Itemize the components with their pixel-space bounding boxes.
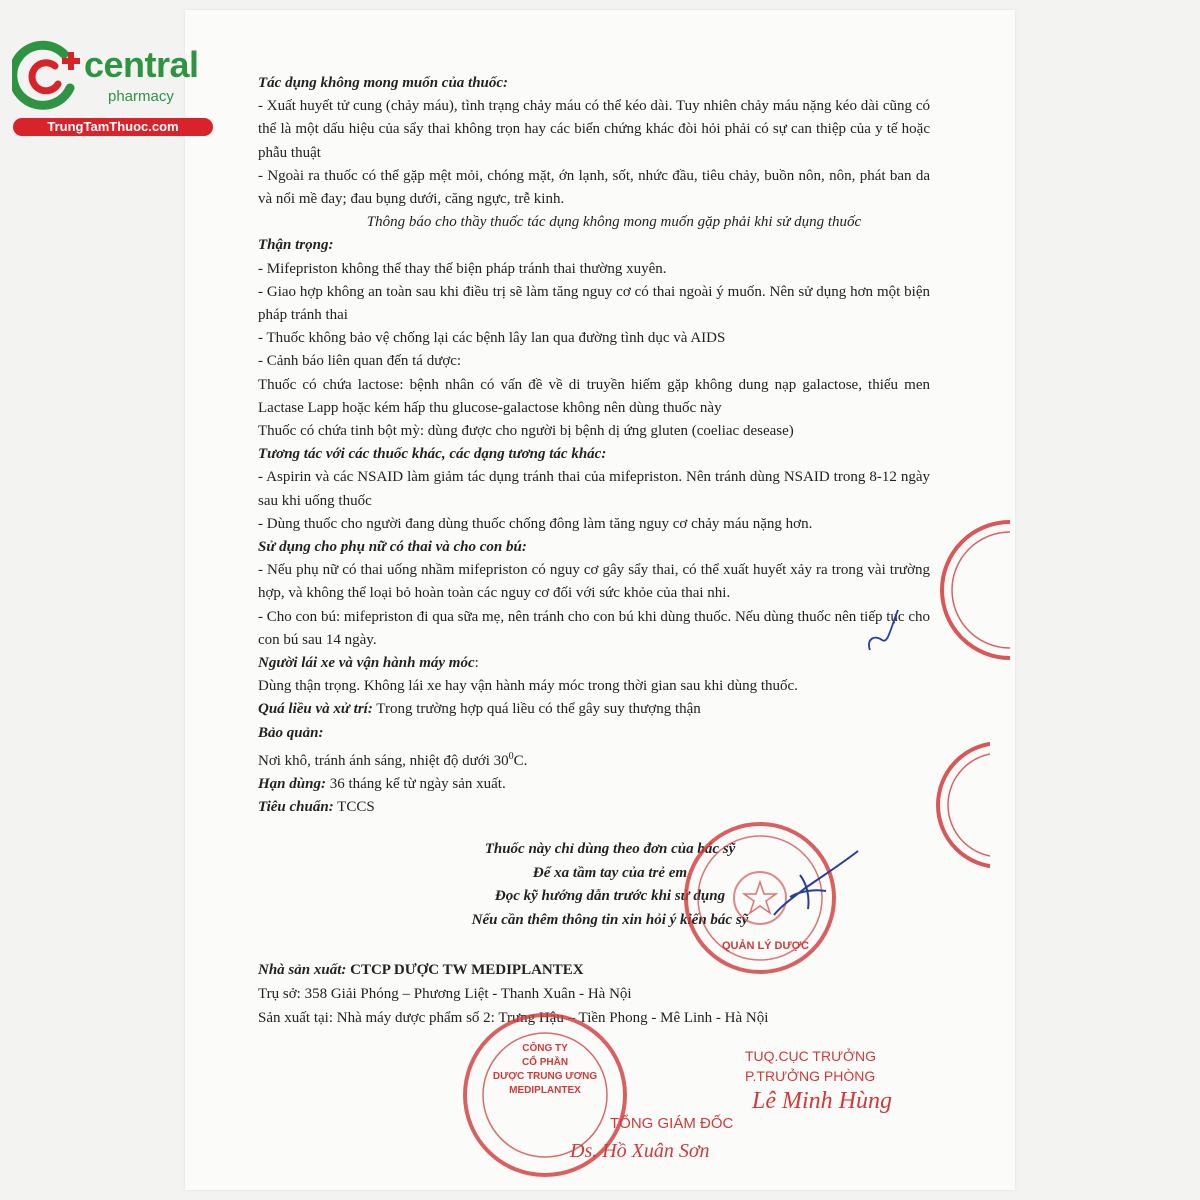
- expiry-heading: Hạn dùng:: [258, 776, 326, 793]
- company-stamp-line-3: DƯỢC TRUNG ƯƠNG: [492, 1071, 598, 1082]
- authority-title-1: TUQ.CỤC TRƯỞNG: [745, 1048, 877, 1064]
- authority-signer: Lê Minh Hùng: [752, 1088, 892, 1114]
- expiry-line: [258, 773, 930, 796]
- storage-text: Nơi khô, tránh ánh sáng, nhiệt độ dưới 30: [258, 752, 509, 769]
- company-stamp-line-1: CÔNG TY: [522, 1043, 568, 1054]
- side-effect-note: Thông báo cho thầy thuốc tác dụng không mong muốn gặp phải khi sử dụng thuốc: [366, 214, 862, 231]
- caution-2: - Giao hợp không an toàn sau khi điều trị sẽ làm tăng nguy cơ có thai ngoài ý muốn. Nên sử dụng hơn một biện pháp tránh thai: [258, 283, 930, 324]
- company-stamp-line-2: CỔ PHẦN: [521, 1057, 569, 1068]
- interaction-1: - Aspirin và các NSAID làm giảm tác dụng tránh thai của mifepriston. Nên tránh dùng NSAID trong 8-12 ngày sau khi uống thuốc: [258, 469, 930, 509]
- caution-5: Thuốc có chứa lactose: bệnh nhân có vấn đề về di truyền hiếm gặp không dung nạp galactose, thiếu men Lactase Lapp hoặc kém hấp thu glucose-galactose không nên dùng thuốc này: [258, 376, 930, 416]
- company-signer: Ds. Hồ Xuân Sơn: [570, 1140, 710, 1162]
- warning-3: Đọc kỹ hướng dẫn trước khi sử dụng: [494, 888, 726, 904]
- logo-sub: pharmacy: [108, 88, 174, 105]
- overdose-text: Trong trường hợp quá liều có thể gây suy thượng thận: [372, 701, 701, 718]
- manufacturer-hq: Trụ sở: 358 Giải Phóng – Phương Liệt - Thanh Xuân - Hà Nội: [258, 986, 632, 1002]
- caution-3: - Thuốc không bảo vệ chống lại các bệnh lây lan qua đường tình dục và AIDS: [258, 330, 726, 347]
- expiry-text: 36 tháng kể từ ngày sản xuất.: [325, 776, 506, 793]
- driving-heading: Người lái xe và vận hành máy móc: [258, 655, 475, 672]
- blue-signature-icon: [760, 845, 870, 925]
- logo-website-tag: TrungTamThuoc.com: [13, 118, 213, 136]
- side-effects-heading: Tác dụng không mong muốn của thuốc:: [258, 75, 509, 91]
- company-stamp-lines: [480, 1042, 610, 1098]
- ministry-stamp-text: QUẢN LÝ DƯỢC: [722, 940, 809, 952]
- manufacturer-label: Nhà sản xuất:: [258, 962, 347, 978]
- driving-1: Dùng thận trọng. Không lái xe hay vận hành máy móc trong thời gian sau khi dùng thuốc.: [258, 678, 798, 695]
- caution-1: - Mifepriston không thể thay thế biện pháp tránh thai thường xuyên.: [258, 260, 667, 277]
- pharmacy-c-cross-icon: [12, 40, 84, 112]
- interaction-2: - Dùng thuốc cho người đang dùng thuốc chống đông làm tăng nguy cơ chảy máu nặng hơn.: [258, 515, 813, 532]
- side-effect-2: - Ngoài ra thuốc có thể gặp mệt mỏi, chóng mặt, ớn lạnh, sốt, nhức đầu, tiêu chảy, buồn nôn, nôn, phát ban da và nổi mề đay; đau bụng dưới, căng ngực, trễ kinh.: [258, 167, 930, 208]
- caution-4: - Cảnh báo liên quan đến tá dược:: [258, 353, 462, 370]
- pregnancy-heading: Sử dụng cho phụ nữ có thai và cho con bú:: [258, 539, 527, 556]
- storage-heading: Bảo quản:: [258, 724, 324, 741]
- overdose-line: [258, 698, 930, 721]
- logo-brand: central: [84, 44, 199, 85]
- overdose-heading: Quá liều và xử trí:: [258, 701, 373, 718]
- caution-heading: Thận trọng:: [258, 237, 334, 254]
- authority-title-2: P.TRƯỞNG PHÒNG: [745, 1068, 876, 1084]
- side-effect-1: - Xuất huyết tử cung (chảy máu), tình trạng chảy máu có thể kéo dài. Tuy nhiên chảy máu nặng kéo dài cũng có thể là một dấu hiệu của sẩy thai không trọn hay các biến chứng khác đòi hỏi phải có sự can thiệp của y tế hoặc phẫu thuật: [258, 98, 930, 161]
- standard-line: [258, 796, 930, 819]
- standard-text: TCCS: [333, 799, 375, 816]
- central-pharmacy-logo: [8, 36, 218, 136]
- warning-2: Để xa tầm tay của trẻ em: [532, 864, 688, 881]
- ministry-stamp-top-icon: [900, 515, 1010, 665]
- driving-colon: :: [474, 655, 479, 672]
- warning-1: Thuốc này chỉ dùng theo đơn của bác sỹ: [484, 841, 736, 857]
- company-stamp-line-4: MEDIPLANTEX: [509, 1085, 581, 1096]
- storage-unit: C.: [513, 752, 528, 769]
- manufacturer-factory: Sản xuất tại: Nhà máy dược phẩm số 2: Trưng Hậu – Tiền Phong - Mê Linh - Hà Nội: [258, 1010, 769, 1026]
- ministry-stamp-mid-icon: [920, 730, 990, 880]
- interaction-heading: Tương tác với các thuốc khác, các dạng tương tác khác:: [258, 446, 607, 463]
- warning-4: Nếu cần thêm thông tin xin hỏi ý kiến bác sỹ: [471, 911, 749, 928]
- driving-heading-line: [258, 652, 930, 675]
- standard-heading: Tiêu chuẩn:: [258, 799, 334, 816]
- caution-6: Thuốc có chứa tinh bột mỳ: dùng được cho người bị bệnh dị ứng gluten (coeliac desease): [258, 423, 794, 440]
- storage-degree: 0: [508, 750, 514, 762]
- company-director-title: TỔNG GIÁM ĐỐC: [610, 1115, 734, 1132]
- leaflet-body: [258, 72, 930, 820]
- pregnancy-2: - Cho con bú: mifepriston đi qua sữa mẹ, nên tránh cho con bú khi dùng thuốc. Nếu dùng thuốc nên tiếp tục cho con bú sau 14 ngày.: [258, 608, 930, 648]
- manufacturer-name: CTCP DƯỢC TW MEDIPLANTEX: [346, 962, 584, 978]
- pen-tick-icon: [860, 600, 910, 660]
- pregnancy-1: - Nếu phụ nữ có thai uống nhầm mifepriston có nguy cơ gây sẩy thai, có thể xuất huyết xảy ra trong vài trường hợp, và không thể loại bỏ hoàn toàn các nguy cơ đối với sức khỏe của thai nhi.: [258, 562, 930, 602]
- storage-text-line: [258, 745, 930, 773]
